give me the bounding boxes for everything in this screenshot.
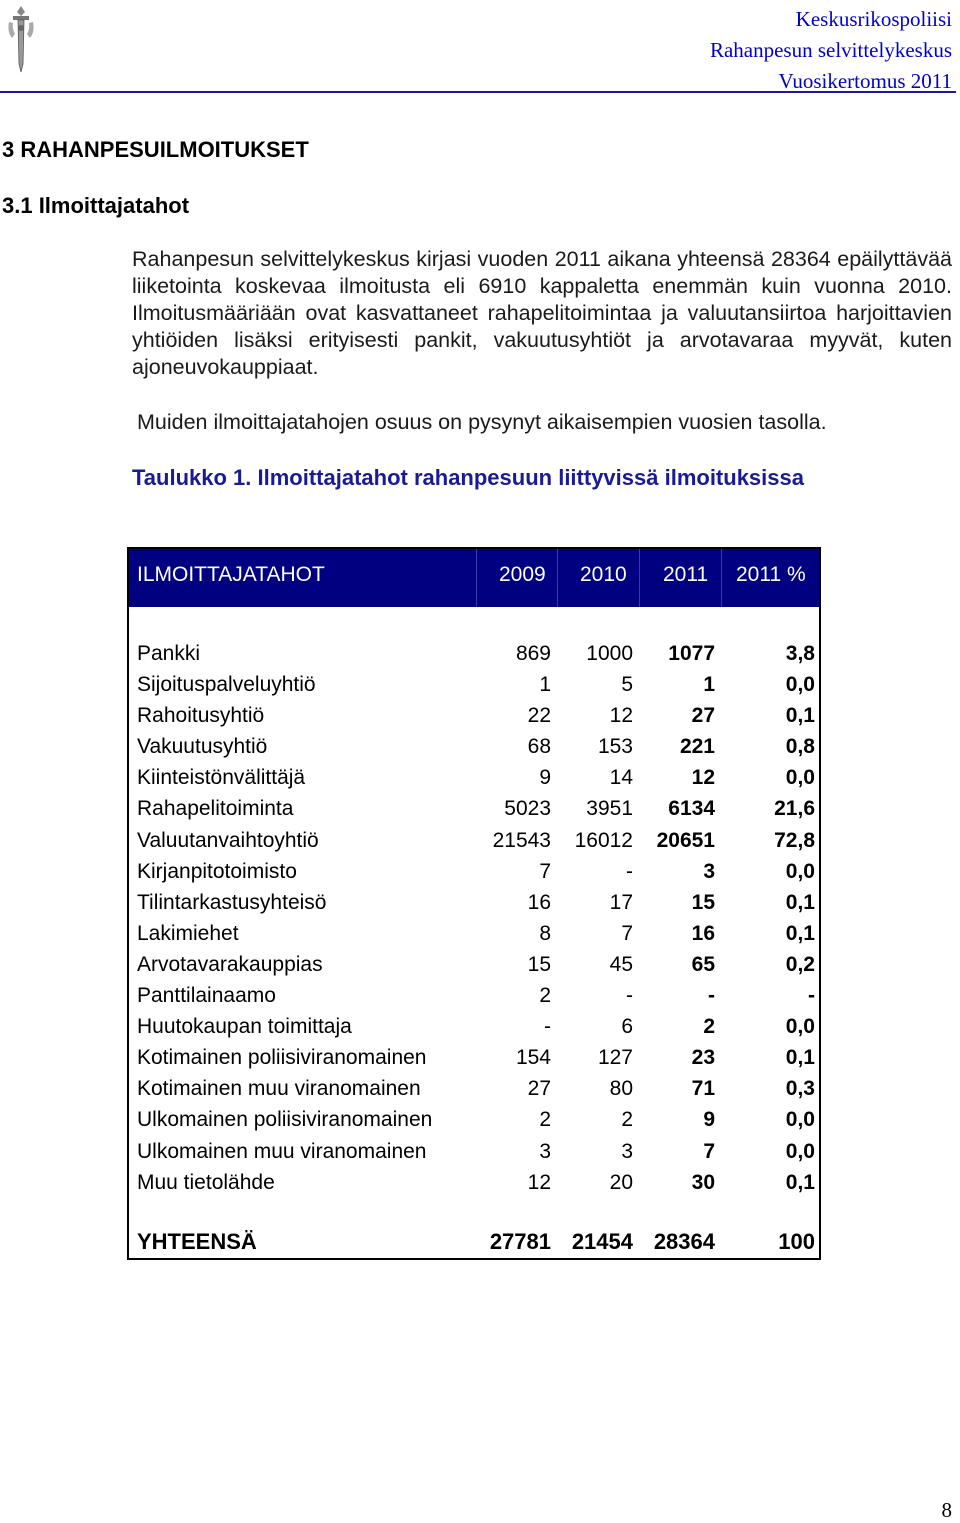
- table-row: [129, 1104, 819, 1135]
- value-2010: 14: [609, 766, 633, 790]
- value-2011-percent: 0,0: [785, 1015, 815, 1039]
- value-2009: 1: [539, 673, 551, 697]
- value-2011-percent: 0,1: [785, 1046, 815, 1070]
- row-label: Muu tietolähde: [137, 1170, 275, 1194]
- value-2011: 9: [703, 1108, 715, 1132]
- value-2011: 65: [691, 952, 715, 976]
- table-row: [129, 918, 819, 949]
- table-row: [129, 825, 819, 856]
- total-2009: 27781: [489, 1229, 551, 1254]
- subsection-title: 3.1 Ilmoittajatahot: [2, 193, 190, 218]
- value-2010: 3951: [586, 797, 633, 821]
- value-2011-percent: 0,1: [785, 890, 815, 914]
- value-2009: 21543: [492, 828, 551, 852]
- document-header: [710, 4, 952, 97]
- table-body: [129, 638, 819, 1198]
- table-row: [129, 1011, 819, 1042]
- value-2009: 15: [527, 952, 551, 976]
- table-row: [129, 762, 819, 793]
- value-2011: 1: [703, 673, 715, 697]
- value-2011-percent: 21,6: [774, 797, 815, 821]
- value-2011: 3: [703, 859, 715, 883]
- value-2009: 2: [539, 1108, 551, 1132]
- value-2009: 9: [539, 766, 551, 790]
- value-2011-percent: 0,0: [785, 859, 815, 883]
- value-2011-percent: 0,8: [785, 735, 815, 759]
- value-2010: 1000: [586, 642, 633, 665]
- value-2010: 2: [621, 1108, 633, 1132]
- value-2010: -: [626, 859, 633, 883]
- value-2010: 17: [609, 890, 633, 914]
- value-2009: 7: [539, 859, 551, 883]
- row-label: Ulkomainen poliisiviranomainen: [137, 1108, 433, 1132]
- value-2009: 2: [539, 984, 551, 1008]
- section-title: 3 RAHANPESUILMOITUKSET: [2, 137, 309, 162]
- header-reporters: ILMOITTAJATAHOT: [137, 563, 325, 586]
- value-2010: 3: [621, 1139, 633, 1163]
- value-2011-percent: 0,0: [785, 1139, 815, 1163]
- table-row: [129, 949, 819, 980]
- value-2011-percent: 0,0: [785, 766, 815, 790]
- value-2009: 68: [527, 735, 551, 759]
- table-row: [129, 1042, 819, 1073]
- header-organization: Keskusrikospoliisi: [795, 7, 952, 31]
- value-2011: 23: [691, 1046, 715, 1070]
- value-2011: 12: [691, 766, 715, 790]
- table-row: [129, 700, 819, 731]
- row-label: Rahoitusyhtiö: [137, 704, 265, 728]
- header-2009: 2009: [499, 563, 546, 586]
- header-2011: 2011: [663, 563, 709, 586]
- row-label: Tilintarkastusyhteisö: [137, 890, 327, 914]
- value-2009: 22: [527, 704, 551, 728]
- value-2011-percent: 0,3: [785, 1077, 815, 1101]
- total-2010: 21454: [571, 1229, 633, 1254]
- value-2011-percent: 0,1: [785, 704, 815, 728]
- value-2010: 20: [609, 1170, 633, 1194]
- table-row: [129, 638, 819, 669]
- body-paragraph-1: Rahanpesun selvittelykeskus kirjasi vuoden 2011 aikana yhteensä 28364 epäilyttävää liiketointa koskevaa ilmoitusta eli 6910 kappaletta enemmän kuin vuonna 2010. Ilmoitusmääriään ovat kasvattaneet rahapelitoimintaa ja valuutansiirtoa harjoittavien yhtiöiden lisäksi erityisesti pankit, vakuutusyhtiöt ja arvotavaraa myyvät, kuten ajoneuvokauppiaat.: [132, 247, 952, 379]
- row-label: Vakuutusyhtiö: [137, 735, 268, 759]
- value-2009: 27: [527, 1077, 551, 1101]
- value-2011-percent: 0,0: [785, 673, 815, 697]
- total-2011: 28364: [653, 1229, 715, 1254]
- table-total-row: [129, 1225, 819, 1256]
- header-divider: [0, 91, 956, 93]
- value-2010: 7: [621, 921, 633, 945]
- table-row: [129, 793, 819, 824]
- value-2011: 30: [691, 1170, 715, 1194]
- row-label: Kirjanpitotoimisto: [137, 859, 297, 883]
- row-label: Sijoituspalveluyhtiö: [137, 673, 316, 697]
- table-row: [129, 980, 819, 1011]
- total-2011-percent: 100: [778, 1229, 815, 1254]
- table-row: [129, 731, 819, 762]
- value-2011: 1077: [668, 642, 715, 665]
- value-2009: 154: [515, 1046, 551, 1070]
- value-2011: 20651: [656, 828, 715, 852]
- row-label: Kotimainen muu viranomainen: [137, 1077, 421, 1101]
- value-2011: 6134: [668, 797, 715, 821]
- value-2011: 15: [691, 890, 715, 914]
- table-row: [129, 887, 819, 918]
- row-label: Huutokaupan toimittaja: [137, 1015, 352, 1039]
- value-2011: 221: [679, 735, 715, 759]
- value-2011: 2: [703, 1015, 715, 1039]
- table-row: [129, 1136, 819, 1167]
- value-2009: 16: [527, 890, 551, 914]
- row-label: Arvotavarakauppias: [137, 952, 323, 976]
- total-label: YHTEENSÄ: [137, 1229, 257, 1254]
- reporters-table: [127, 547, 821, 1260]
- value-2010: 127: [597, 1046, 633, 1070]
- row-label: Kiinteistönvälittäjä: [137, 766, 306, 790]
- value-2011-percent: 0,0: [785, 1108, 815, 1132]
- value-2009: -: [544, 1015, 551, 1039]
- row-label: Rahapelitoiminta: [137, 797, 294, 821]
- value-2010: -: [626, 984, 633, 1008]
- value-2009: 8: [539, 921, 551, 945]
- table-row: [129, 1167, 819, 1198]
- body-paragraph-2: Muiden ilmoittajatahojen osuus on pysynyt aikaisempien vuosien tasolla.: [137, 410, 827, 434]
- header-report-title: Vuosikertomus 2011: [778, 69, 952, 93]
- value-2011: 16: [691, 921, 715, 945]
- value-2009: 12: [527, 1170, 551, 1194]
- value-2010: 16012: [574, 828, 633, 852]
- table-row: [129, 669, 819, 700]
- header-unit: Rahanpesun selvittelykeskus: [709, 38, 952, 62]
- page-number: 8: [941, 1498, 952, 1522]
- value-2010: 80: [609, 1077, 633, 1101]
- header-2010: 2010: [580, 563, 627, 586]
- table-row: [129, 856, 819, 887]
- value-2009: 5023: [504, 797, 551, 821]
- table-header: [129, 549, 819, 607]
- row-label: Kotimainen poliisiviranomainen: [137, 1046, 427, 1070]
- value-2011: 7: [703, 1139, 715, 1163]
- value-2010: 12: [609, 704, 633, 728]
- value-2010: 153: [597, 735, 633, 759]
- police-emblem-icon: [4, 4, 38, 74]
- value-2010: 45: [609, 952, 633, 976]
- value-2011-percent: 0,1: [785, 1170, 815, 1194]
- value-2011-percent: 0,1: [785, 921, 815, 945]
- row-label: Panttilainaamo: [137, 984, 276, 1008]
- value-2011: 71: [691, 1077, 715, 1101]
- value-2011-percent: 0,2: [785, 952, 815, 976]
- value-2009: 3: [539, 1139, 551, 1163]
- row-label: Valuutanvaihtoyhtiö: [137, 828, 319, 852]
- row-label: Pankki: [137, 642, 201, 665]
- value-2011: -: [708, 984, 715, 1008]
- value-2009: 869: [515, 642, 551, 665]
- row-label: Lakimiehet: [137, 921, 239, 945]
- value-2011-percent: 3,8: [785, 642, 815, 665]
- table-row: [129, 1073, 819, 1104]
- value-2010: 6: [621, 1015, 633, 1039]
- value-2011-percent: 72,8: [774, 828, 815, 852]
- value-2011: 27: [691, 704, 715, 728]
- value-2011-percent: -: [808, 984, 815, 1008]
- header-2011-percent: 2011 %: [736, 563, 806, 586]
- row-label: Ulkomainen muu viranomainen: [137, 1139, 427, 1163]
- table-caption: Taulukko 1. Ilmoittajatahot rahanpesuun liittyvissä ilmoituksissa: [132, 465, 804, 490]
- value-2010: 5: [621, 673, 633, 697]
